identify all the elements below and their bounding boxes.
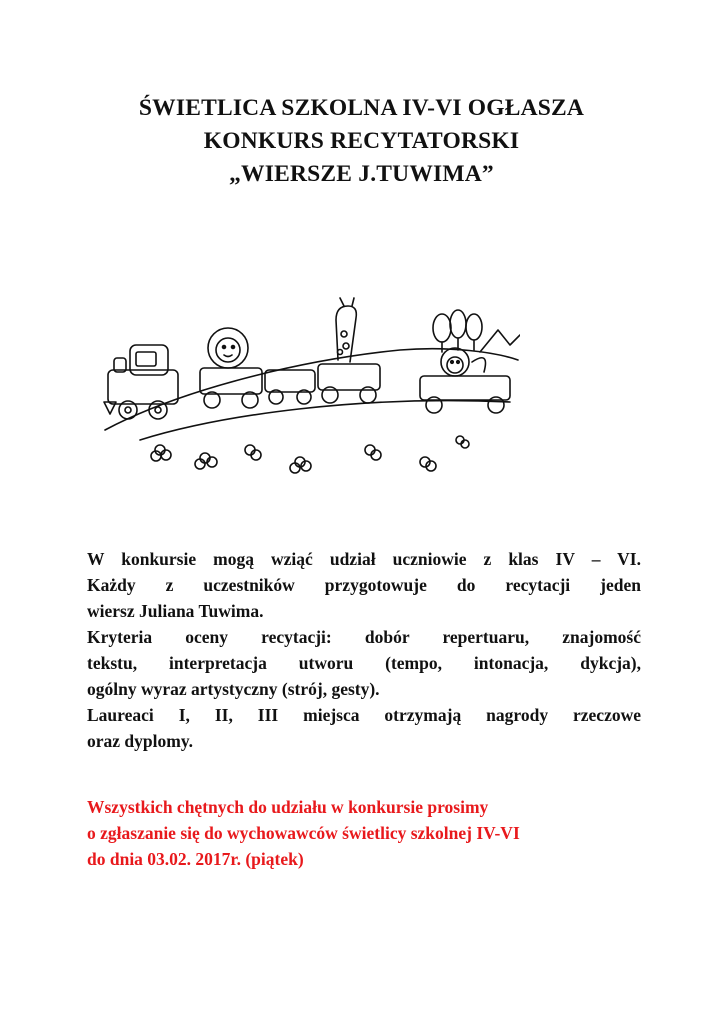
body-line-3: wiersz Juliana Tuwima. bbox=[87, 601, 264, 621]
registration-notice bbox=[87, 794, 647, 872]
flowers-icon bbox=[151, 436, 469, 473]
body-line-4: Kryteria oceny recytacji: dobór repertuaru, znajomość bbox=[87, 627, 641, 647]
body-line-7: Laureaci I, II, III miejsca otrzymają nagrody rzeczowe bbox=[87, 705, 641, 725]
body-line-8: oraz dyplomy. bbox=[87, 731, 193, 751]
monkey-car-icon bbox=[420, 348, 510, 413]
notice-line-2: o zgłaszanie się do wychowawców świetlicy szkolnej IV-VI bbox=[87, 823, 520, 843]
locomotive-icon bbox=[104, 345, 178, 419]
body-line-2: Każdy z uczestników przygotowuje do recytacji jeden bbox=[87, 575, 641, 595]
poster-title bbox=[0, 92, 723, 191]
notice-line-3: do dnia 03.02. 2017r. (piątek) bbox=[87, 849, 304, 869]
giraffe-car-icon bbox=[318, 298, 380, 403]
title-line-3: „WIERSZE J.TUWIMA” bbox=[229, 161, 494, 187]
contest-description bbox=[87, 546, 647, 754]
title-line-1: ŚWIETLICA SZKOLNA IV-VI OGŁASZA bbox=[138, 95, 585, 121]
body-line-6: ogólny wyraz artystyczny (strój, gesty). bbox=[87, 679, 380, 699]
title-line-2: KONKURS RECYTATORSKI bbox=[203, 128, 520, 154]
middle-car-icon bbox=[265, 370, 315, 404]
hill-line bbox=[105, 349, 518, 430]
notice-line-1: Wszystkich chętnych do udziału w konkursie prosimy bbox=[87, 797, 489, 817]
mountains bbox=[480, 330, 520, 352]
body-line-5: tekstu, interpretacja utworu (tempo, intonacja, dykcja), bbox=[87, 653, 641, 673]
ground-curve bbox=[140, 401, 510, 440]
lion-car-icon bbox=[200, 328, 262, 408]
body-line-1: W konkursie mogą wziąć udział uczniowie z klas IV – VI. bbox=[87, 549, 641, 569]
toy-train-with-animals-illustration bbox=[100, 290, 520, 480]
tree-icon bbox=[433, 310, 482, 352]
